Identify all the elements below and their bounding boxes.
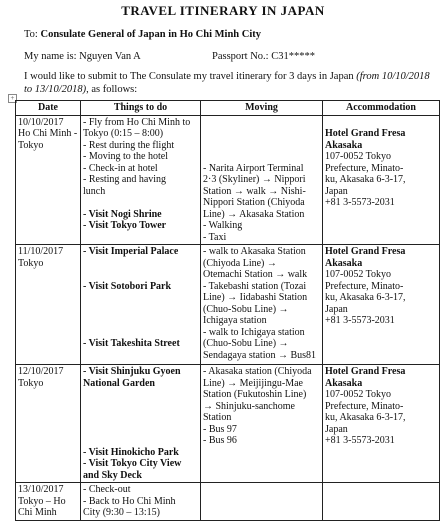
- moving-cell: [201, 483, 323, 521]
- things-to-do-line: Tokyo (0:15 – 8:00): [83, 128, 164, 139]
- things-to-do-line: - Fly from Ho Chi Minh to: [83, 116, 191, 128]
- things-to-do-line: - Check-in at hotel: [83, 162, 158, 174]
- things-to-do-line: - Moving to the hotel: [83, 151, 168, 162]
- moving-line: [203, 128, 320, 140]
- things-to-do-cell: [81, 365, 201, 483]
- moving-line: Station: [203, 412, 232, 423]
- applicant-name-line: [24, 51, 141, 62]
- moving-line: Line) → Iidabashi Station: [203, 292, 308, 303]
- recipient-label: To:: [24, 29, 38, 40]
- things-to-do-line: [83, 389, 198, 401]
- moving-line: (Chiyoda Line) →: [203, 257, 277, 269]
- intro-paragraph: [24, 70, 436, 96]
- date-line: 12/10/2017: [18, 366, 64, 377]
- things-to-do-line: [83, 197, 198, 209]
- moving-line: - walk to Akasaka Station: [203, 246, 306, 257]
- moving-line: Station (Fukutoshin Line): [203, 389, 307, 400]
- accommodation-line: Hotel Grand Fresa: [325, 366, 406, 377]
- date-line: 11/10/2017: [18, 246, 64, 257]
- accommodation-line: [325, 117, 437, 129]
- header-moving: Moving: [201, 101, 323, 116]
- accommodation-line: Hotel Grand Fresa: [325, 128, 406, 139]
- itinerary-row: [16, 365, 440, 483]
- date-line: Tokyo: [18, 377, 44, 389]
- things-to-do-cell: [81, 245, 201, 365]
- moving-line: - Walking: [203, 220, 243, 231]
- things-to-do-line: - Visit Tokyo Tower: [83, 220, 167, 231]
- passport-value: C31*****: [271, 51, 315, 62]
- accommodation-line: Hotel Grand Fresa: [325, 246, 406, 257]
- itinerary-table: [15, 100, 440, 521]
- accommodation-line: Prefecture, Minato-: [325, 400, 404, 412]
- recipient-line: [24, 29, 261, 40]
- header-date: Date: [16, 101, 81, 116]
- moving-line: - Akasaka station (Chiyoda: [203, 366, 312, 377]
- things-to-do-line: [83, 327, 198, 339]
- moving-line: (Chuo-Sobu Line) →: [203, 303, 289, 315]
- accommodation-cell: [323, 245, 440, 365]
- things-to-do-line: [83, 435, 198, 447]
- things-to-do-line: - Visit Nogi Shrine: [83, 208, 162, 220]
- things-to-do-line: - Visit Tokyo City View: [83, 458, 182, 469]
- moving-line: 2·3 (Skyliner) → Nippori: [203, 174, 306, 185]
- accommodation-cell: [323, 483, 440, 521]
- things-to-do-line: lunch: [83, 185, 106, 197]
- accommodation-line: 107-0052 Tokyo: [325, 389, 392, 400]
- things-to-do-line: - Visit Imperial Palace: [83, 246, 179, 257]
- accommodation-line: ku, Akasaka 6-3-17,: [325, 174, 406, 185]
- accommodation-line: Akasaka: [325, 139, 363, 151]
- things-to-do-line: and Sky Deck: [83, 469, 142, 481]
- document-title: TRAVEL ITINERARY IN JAPAN: [121, 3, 325, 18]
- things-to-do-cell: [81, 483, 201, 521]
- moving-line: - Taxi: [203, 231, 227, 243]
- date-line: Tokyo: [18, 257, 44, 269]
- header-accommodation: Accommodation: [323, 101, 440, 116]
- intro-dates: (from 10/10/2018 to 13/10/2018): [24, 71, 430, 95]
- accommodation-line: +81 3-5573-2031: [325, 197, 395, 208]
- accommodation-line: +81 3-5573-2031: [325, 435, 395, 446]
- date-cell: [16, 245, 81, 365]
- itinerary-row: [16, 245, 440, 365]
- accommodation-line: Prefecture, Minato-: [325, 162, 404, 174]
- things-to-do-line: [83, 258, 198, 270]
- things-to-do-line: - Visit Hinokicho Park: [83, 446, 179, 458]
- date-cell: [16, 115, 81, 245]
- moving-line: - Narita Airport Terminal: [203, 162, 304, 174]
- things-to-do-line: [83, 292, 198, 304]
- name-label: My name is:: [24, 51, 77, 62]
- date-line: Chi Minh: [18, 507, 57, 518]
- moving-line: Otemachi Station → walk: [203, 269, 308, 280]
- moving-line: - walk to Ichigaya station: [203, 326, 305, 338]
- things-to-do-line: [83, 315, 198, 327]
- passport-line: [212, 51, 315, 62]
- moving-line: [203, 140, 320, 152]
- name-value: Nguyen Van A: [79, 51, 141, 62]
- accommodation-cell: [323, 365, 440, 483]
- things-to-do-line: - Back to Ho Chi Minh: [83, 495, 176, 507]
- moving-line: Station → walk → Nishi-: [203, 185, 306, 197]
- moving-line: - Bus 96: [203, 435, 237, 446]
- things-to-do-line: - Check-out: [83, 484, 131, 495]
- things-to-do-line: [83, 269, 198, 281]
- table-header-row: [16, 101, 440, 116]
- things-to-do-line: - Visit Takeshita Street: [83, 338, 180, 349]
- accommodation-line: Japan: [325, 303, 348, 315]
- moving-line: - Takebashi station (Tozai: [203, 280, 307, 292]
- moving-cell: [201, 365, 323, 483]
- date-line: Tokyo: [18, 139, 44, 151]
- things-to-do-line: [83, 304, 198, 316]
- header-things-to-do: Things to do: [81, 101, 201, 116]
- things-to-do-line: - Rest during the flight: [83, 139, 175, 151]
- accommodation-cell: [323, 115, 440, 245]
- date-line: 13/10/2017: [18, 484, 64, 495]
- intro-text: I would like to submit to The Consulate my travel itinerary for 3 days in Japan: [24, 71, 354, 82]
- moving-line: (Chuo-Sobu Line) →: [203, 338, 289, 349]
- intro-tail: , as follows:: [86, 84, 138, 95]
- accommodation-line: Prefecture, Minato-: [325, 280, 404, 292]
- things-to-do-line: National Garden: [83, 377, 155, 389]
- things-to-do-line: [83, 401, 198, 413]
- things-to-do-cell: [81, 115, 201, 245]
- accommodation-line: +81 3-5573-2031: [325, 315, 395, 326]
- moving-line: → Shinjuku-sanchome: [203, 400, 295, 412]
- moving-line: Ichigaya station: [203, 315, 267, 326]
- accommodation-line: 107-0052 Tokyo: [325, 269, 392, 280]
- things-to-do-line: - Visit Shinjuku Gyoen: [83, 366, 181, 377]
- moving-cell: [201, 115, 323, 245]
- things-to-do-line: [83, 424, 198, 436]
- moving-line: Sendagaya station → Bus81: [203, 349, 317, 361]
- accommodation-line: Japan: [325, 185, 348, 197]
- moving-line: Line) → Meijijingu-Mae: [203, 377, 303, 389]
- things-to-do-line: [83, 412, 198, 424]
- moving-line: - Bus 97: [203, 423, 237, 435]
- moving-line: Line) → Akasaka Station: [203, 208, 305, 220]
- date-line: Ho Chi Minh -: [18, 128, 78, 139]
- date-cell: [16, 483, 81, 521]
- date-cell: [16, 365, 81, 483]
- date-line: Tokyo – Ho: [18, 495, 66, 507]
- date-line: 10/10/2017: [18, 116, 64, 128]
- things-to-do-line: City (9:30 – 13:15): [83, 507, 160, 518]
- moving-line: [203, 117, 320, 129]
- accommodation-line: Japan: [325, 423, 348, 435]
- things-to-do-line: - Resting and having: [83, 174, 167, 185]
- moving-line: [203, 151, 320, 163]
- accommodation-line: Akasaka: [325, 257, 363, 269]
- recipient-value: Consulate General of Japan in Ho Chi Minh City: [40, 29, 262, 40]
- accommodation-line: ku, Akasaka 6-3-17,: [325, 412, 406, 423]
- table-move-handle-icon[interactable]: +: [8, 94, 17, 103]
- moving-cell: [201, 245, 323, 365]
- itinerary-row: [16, 483, 440, 521]
- passport-label: Passport No.:: [212, 51, 269, 62]
- accommodation-line: 107-0052 Tokyo: [325, 151, 392, 162]
- itinerary-row: [16, 115, 440, 245]
- accommodation-line: Akasaka: [325, 377, 363, 389]
- moving-line: Nippori Station (Chiyoda: [203, 197, 305, 208]
- accommodation-line: ku, Akasaka 6-3-17,: [325, 292, 406, 303]
- things-to-do-line: - Visit Sotobori Park: [83, 280, 172, 292]
